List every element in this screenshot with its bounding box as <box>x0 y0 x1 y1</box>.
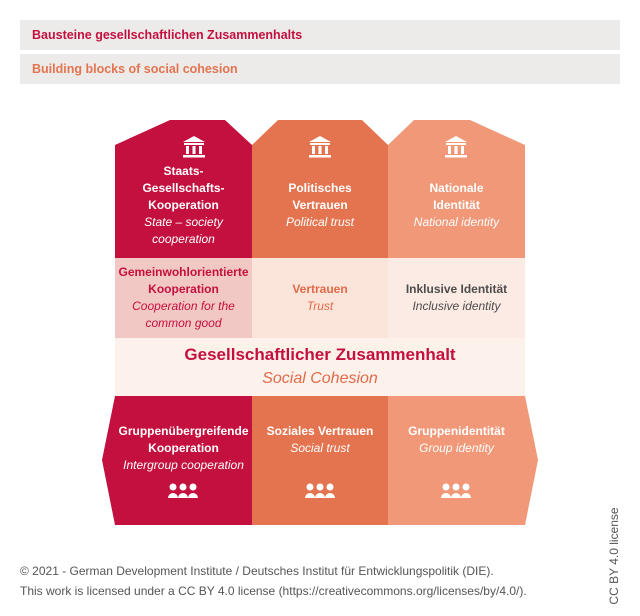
pillar-3-top-text <box>388 180 525 231</box>
pillar-1-top-de-line: Staats- <box>163 164 204 178</box>
pillar-3-bottom-text <box>388 423 525 457</box>
center-title-german: Gesellschaftlicher Zusammenhalt <box>184 345 456 364</box>
license-vertical-label <box>604 496 624 616</box>
pillar-3-top-de-line: Identität <box>433 198 480 212</box>
pillar-1-bottom-text <box>110 423 257 474</box>
footer-license-text: This work is licensed under a CC BY 4.0 license (https://creativecommons.org/licenses/by/4.0/). <box>20 584 527 598</box>
pillar-2-top-de-line: Politisches <box>288 181 352 195</box>
pillar-3-top-de-line: Nationale <box>429 181 484 195</box>
header-title-german: Bausteine gesellschaftlichen Zusammenhalts <box>20 20 620 50</box>
pillar-3-bottom-en-line: Group identity <box>419 441 494 455</box>
pillar-1-bottom-de-line: Kooperation <box>148 441 219 455</box>
pillar-2-bottom-de-line: Soziales Vertrauen <box>266 424 374 438</box>
pillar-2-bottom-en-line: Social trust <box>290 441 350 455</box>
pillar-1-top-en-line: cooperation <box>152 232 215 246</box>
pillar-1-middle-en-line: Cooperation for the <box>132 299 235 313</box>
pillar-3-top-en-line: National identity <box>413 215 500 229</box>
center-title-english: Social Cohesion <box>262 370 378 387</box>
pillar-1-middle-de-line: Gemeinwohlorientierte <box>118 265 249 279</box>
pillar-3-bottom-de-line: Gruppenidentität <box>408 424 505 438</box>
pillar-1-middle-en-line: common good <box>145 316 222 330</box>
pillar-3-middle-text <box>388 281 525 315</box>
pillar-1-top-de-line: Gesellschafts- <box>142 181 225 195</box>
pillar-2-bottom-text <box>252 423 388 457</box>
pillar-1-bottom-en-line: Intergroup cooperation <box>123 458 244 472</box>
pillar-3-bottom-block <box>388 396 538 525</box>
license-vertical-text: CC BY 4.0 license <box>607 507 621 605</box>
pillar-1-top-text <box>115 163 252 248</box>
pillar-2-bottom-block <box>252 396 388 525</box>
pillar-1-bottom-de-line: Gruppenübergreifende <box>118 424 249 438</box>
pillar-1-middle-de-line: Kooperation <box>148 282 219 296</box>
footer-copyright: © 2021 - German Development Institute / Deutsches Institut für Entwicklungspolitik (DIE). <box>20 564 494 578</box>
pillar-2-top-de-line: Vertrauen <box>292 198 348 212</box>
pillar-2-middle-de-line: Vertrauen <box>292 282 348 296</box>
pillar-3-middle-en-line: Inclusive identity <box>412 299 501 313</box>
pillar-2-middle-en-line: Trust <box>306 299 334 313</box>
header-title-english: Building blocks of social cohesion <box>20 54 620 84</box>
pillar-1-top-en-line: State – society <box>144 215 223 229</box>
pillar-1-top-de-line: Kooperation <box>148 198 219 212</box>
pillar-1-middle-text <box>115 264 252 332</box>
pillar-2-middle-text <box>252 281 388 315</box>
pillar-2-top-text <box>252 180 388 231</box>
pillar-2-top-en-line: Political trust <box>285 215 355 229</box>
pillar-3-middle-de-line: Inklusive Identität <box>405 282 508 296</box>
